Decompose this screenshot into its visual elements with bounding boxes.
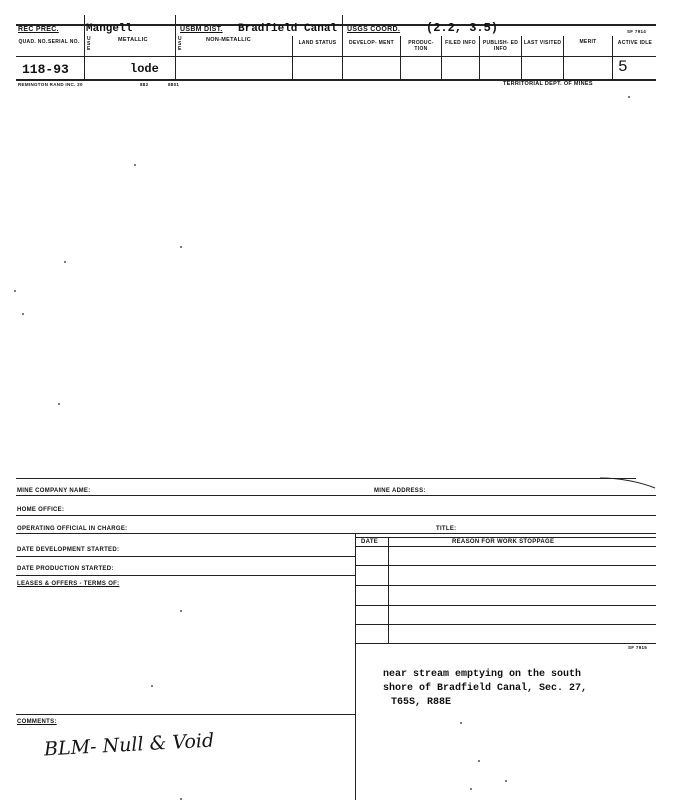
quad-no-label: QUAD. NO. <box>18 39 48 45</box>
printer-imprint: REMINGTON RAND INC. 20 <box>18 82 83 87</box>
speck <box>58 403 60 405</box>
speck <box>470 788 472 790</box>
home-office-label: HOME OFFICE: <box>17 507 65 513</box>
date-prod-started-label: DATE PRODUCTION STARTED: <box>17 566 114 572</box>
form-number-top: SF 7914 <box>627 29 647 34</box>
comments-label: COMMENTS: <box>17 719 57 725</box>
territorial-dept-label: TERRITORIAL DEPT. OF MINES <box>503 81 593 87</box>
published-info-label: PUBLISH- ED INFO <box>482 40 519 52</box>
form-number-bottom: SF 7915 <box>628 645 648 650</box>
speck <box>180 610 182 612</box>
speck <box>22 313 24 315</box>
stoppage-row-2 <box>355 565 656 566</box>
quad-serial-value: 118-93 <box>22 62 69 77</box>
last-visited-label: LAST VISITED <box>523 40 562 46</box>
usbm-dist-label: USBM DIST. <box>180 26 223 33</box>
top-rule-2 <box>16 56 656 57</box>
filed-info-label: FILED INFO <box>445 40 476 46</box>
lower-rule-top <box>16 478 636 479</box>
use-nonmetallic-label: U S E <box>178 36 182 52</box>
stoppage-row-5 <box>355 624 656 625</box>
merit-label: MERIT <box>579 39 597 45</box>
serial-no-label: SERIAL NO. <box>48 39 80 45</box>
date-dev-started-label: DATE DEVELOPMENT STARTED: <box>17 547 120 553</box>
printer-code-1: 882 <box>140 82 149 87</box>
col-rule-usbm <box>175 15 176 79</box>
stoppage-row-4 <box>355 605 656 606</box>
district-value: Bradfield Canal <box>238 23 338 35</box>
date-column-header: DATE <box>361 539 379 545</box>
location-note-line-2: shore of Bradfield Canal, Sec. 27, <box>383 683 588 694</box>
lower-rule-4 <box>16 556 356 557</box>
location-note-line-1: near stream emptying on the south <box>383 669 582 680</box>
speck <box>14 290 16 292</box>
title-label: TITLE: <box>436 526 457 532</box>
speck <box>64 261 66 263</box>
speck <box>505 780 507 782</box>
speck <box>628 96 630 98</box>
metallic-value: lode <box>130 62 159 76</box>
mine-company-label: MINE COMPANY NAME: <box>17 488 91 494</box>
non-metallic-label: NON-METALLIC <box>206 37 252 43</box>
speck <box>180 798 182 800</box>
mine-address-label: MINE ADDRESS: <box>374 488 426 494</box>
speck <box>151 685 153 687</box>
active-idle-label: ACTIVE IDLE <box>617 40 653 46</box>
production-label: PRODUC- TION <box>408 40 434 52</box>
lower-rule-5 <box>16 575 356 576</box>
operating-official-label: OPERATING OFFICIAL IN CHARGE: <box>17 526 128 532</box>
coord-value: (2.2, 3.5) <box>426 21 499 35</box>
paper-curl <box>600 476 656 490</box>
land-status-label: LAND STATUS <box>298 40 337 46</box>
lower-rule-2 <box>16 515 656 516</box>
stoppage-rule-top <box>355 537 656 538</box>
stoppage-row-1 <box>355 546 656 547</box>
mine-name-value: Mangell <box>86 23 133 35</box>
lower-rule-3 <box>16 533 656 534</box>
stoppage-left-rule <box>355 533 356 643</box>
active-idle-value: 5 <box>618 58 628 76</box>
handwritten-comment: BLM- Null & Void <box>43 729 215 761</box>
col-rule-rec <box>84 15 85 79</box>
stoppage-date-rule <box>388 537 389 643</box>
printer-code-2: 8801 <box>168 82 180 87</box>
rec-prec-label: REC PREC. <box>18 26 59 33</box>
reason-column-header: REASON FOR WORK STOPPAGE <box>452 539 555 545</box>
speck <box>180 246 182 248</box>
lower-rule-1 <box>16 495 656 496</box>
location-note-line-3: T65S, R88E <box>391 697 452 708</box>
leases-label: LEASES & OFFERS - TERMS OF: <box>17 581 120 587</box>
development-label: DEVELOP- MENT <box>348 40 394 46</box>
stoppage-row-6 <box>355 643 656 644</box>
stoppage-row-3 <box>355 585 656 586</box>
usgs-coord-label: USGS COORD. <box>347 26 401 33</box>
speck <box>134 164 136 166</box>
speck <box>478 760 480 762</box>
lower-left-divider <box>355 643 356 800</box>
metallic-label: METALLIC <box>118 37 148 43</box>
speck <box>460 722 462 724</box>
comments-rule-top <box>16 714 356 715</box>
use-metallic-label: U S E <box>87 36 91 52</box>
